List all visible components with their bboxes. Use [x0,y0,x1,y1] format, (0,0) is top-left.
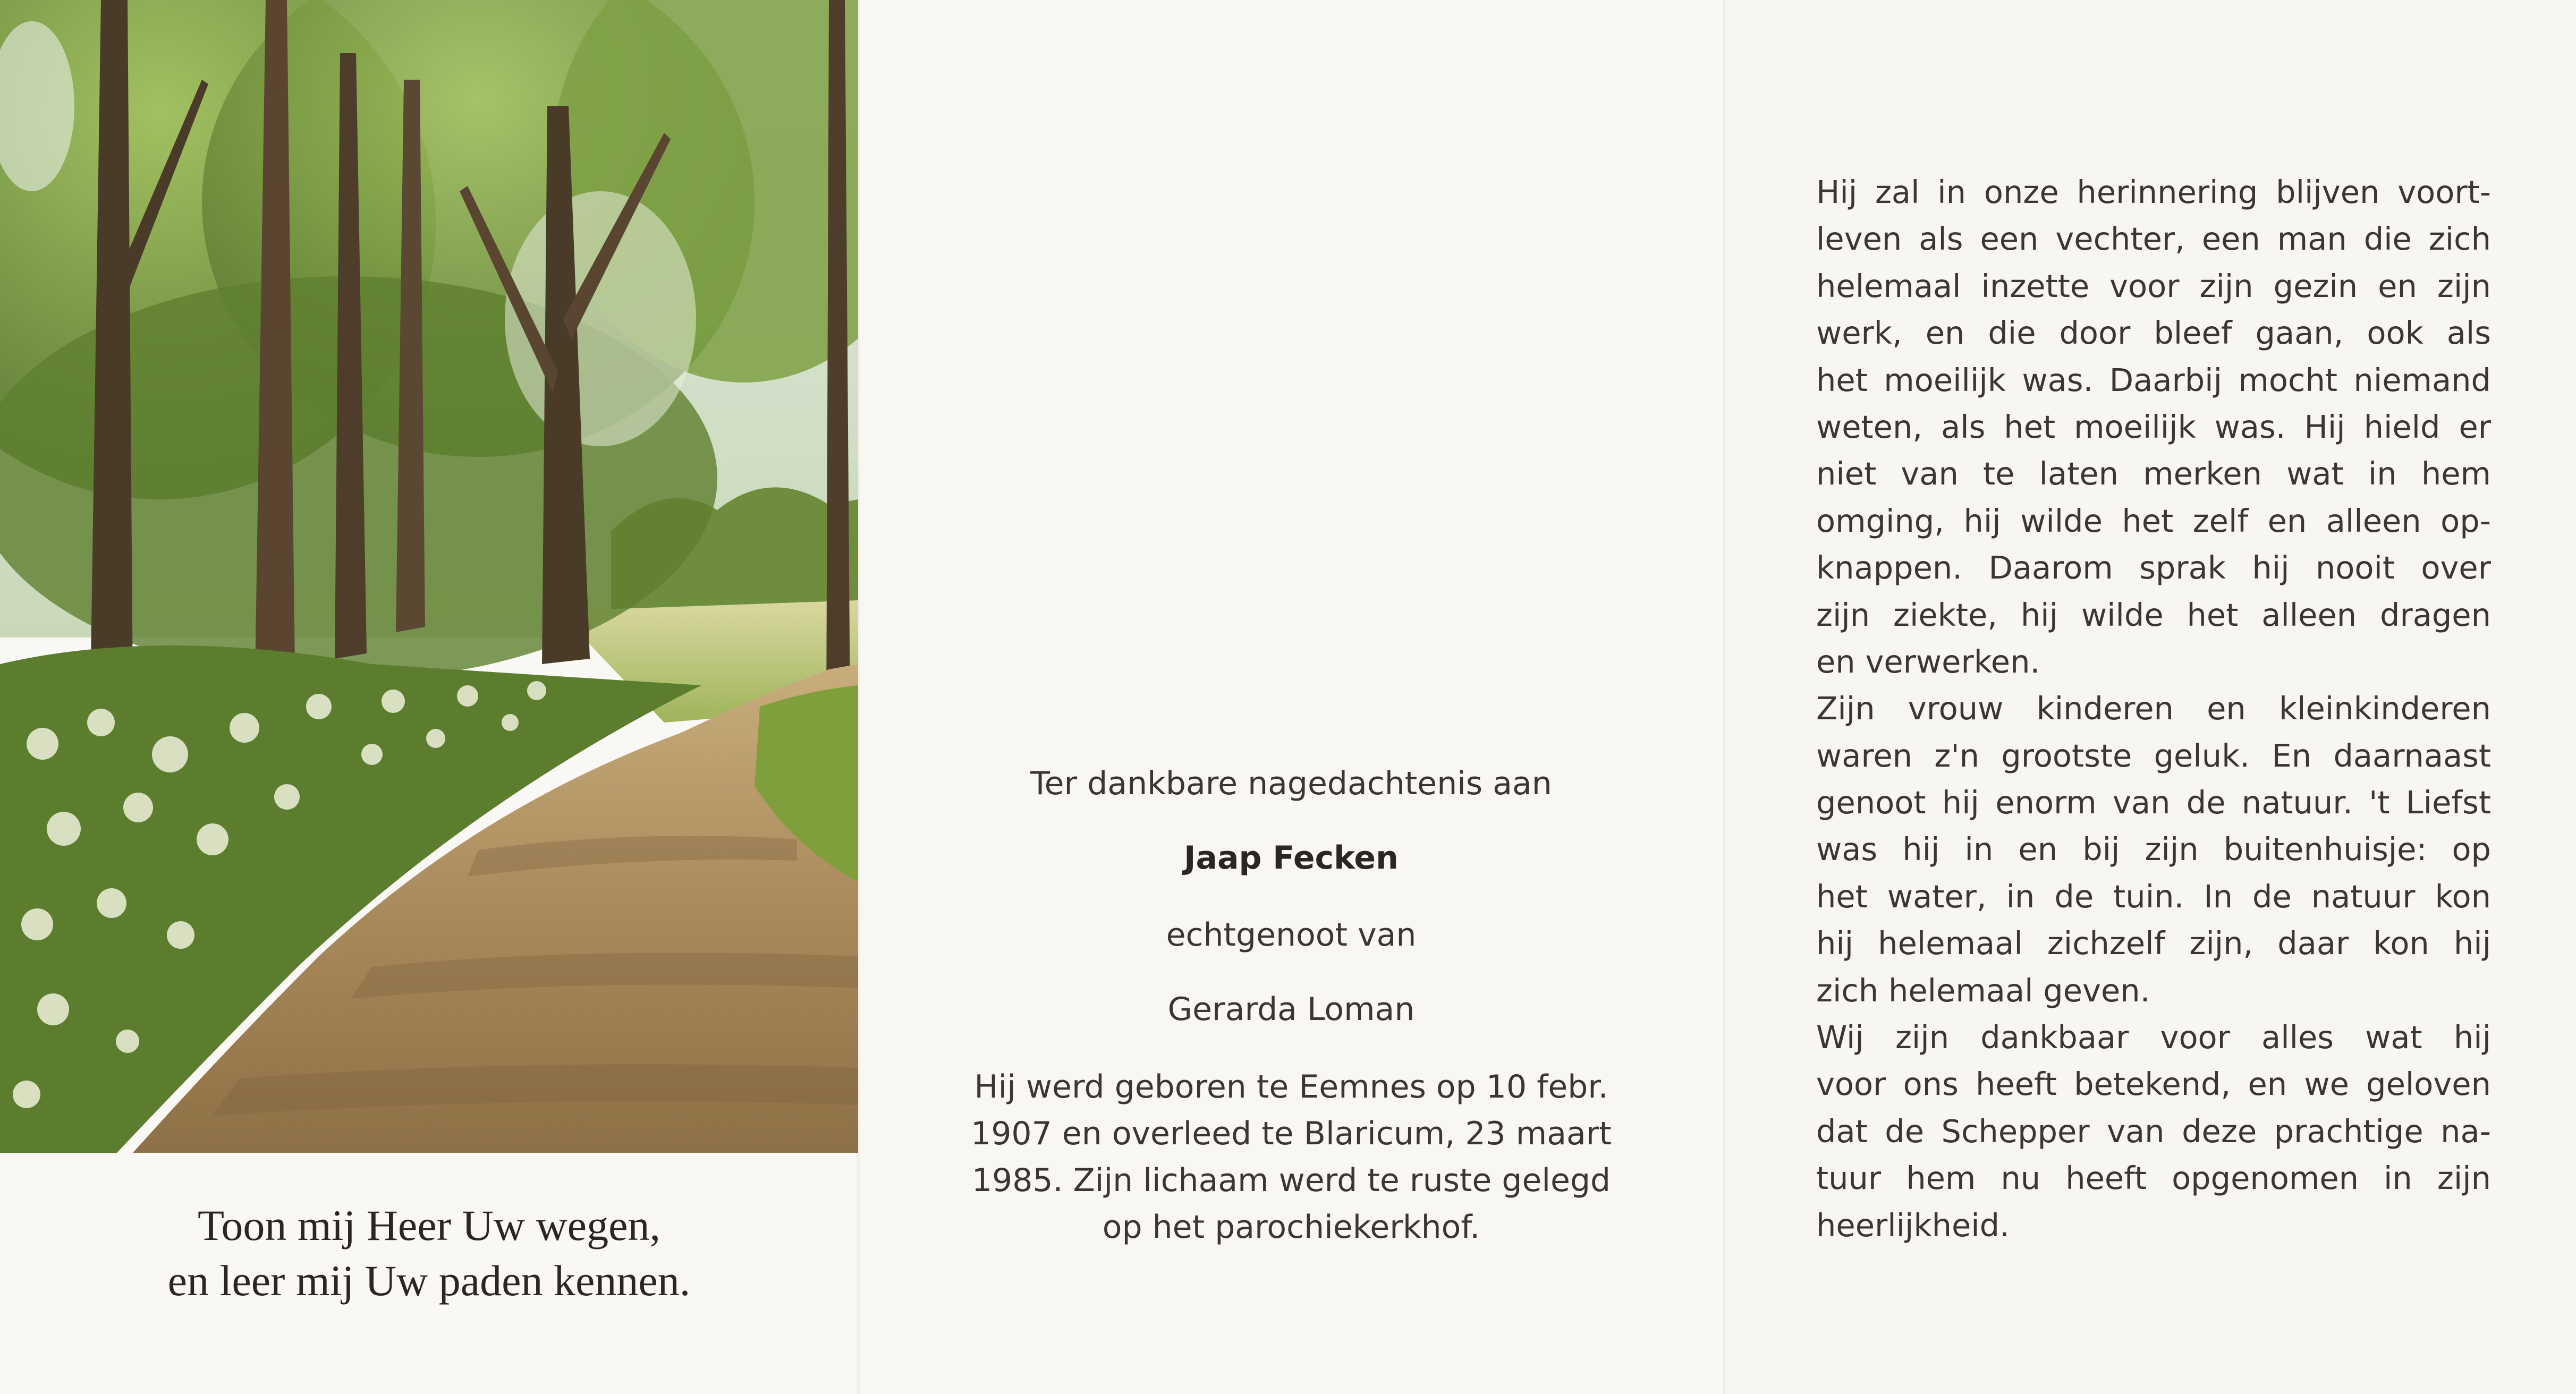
tribute-line: Zijn vrouw kinderen en kleinkinderen [1816,690,2491,727]
tribute-line: omging, hij wilde het zelf en alleen op- [1816,502,2491,539]
tribute-text [1816,169,2491,1249]
tribute-line: genoot hij enorm van de natuur. 't Liefst [1816,784,2491,821]
spouse-name: Gerarda Loman [1167,991,1415,1028]
tribute-line: was hij in en bij zijn buitenhuisje: op [1816,831,2491,868]
tribute-line: werk, en die door bleef gaan, ook als [1816,314,2491,352]
tribute-line: Wij zijn dankbaar voor alles wat hij [1816,1019,2491,1056]
life-dates-paragraph [858,1064,1724,1251]
tribute-line: het water, in de tuin. In de natuur kon [1816,878,2491,915]
life-dates-line: 1985. Zijn lichaam werd te ruste gelegd [971,1162,1611,1199]
tribute-line: niet van te laten merken wat in hem [1816,455,2491,492]
life-dates-line: 1907 en overleed te Blaricum, 23 maart [971,1115,1612,1152]
tribute-line: heerlijkheid. [1816,1206,2010,1244]
tribute-line: zijn ziekte, hij wilde het alleen dragen [1816,596,2491,633]
tribute-line: helemaal inzette voor zijn gezin en zijn [1816,267,2491,304]
tribute-line: het moeilijk was. Daarbij mocht niemand [1816,361,2491,398]
tribute-line: en verwerken. [1816,643,2040,680]
path-in-woods-image [0,0,858,1153]
deceased-name: Jaap Fecken [1184,839,1399,877]
tribute-line: tuur hem nu heeft opgenomen in zijn [1816,1160,2491,1197]
tribute-line: knappen. Daarom sprak hij nooit over [1816,549,2491,586]
verse-line-1: Toon mij Heer Uw wegen, [198,1201,660,1250]
tribute-line: voor ons heeft betekend, en we geloven [1816,1066,2491,1103]
life-dates-line: op het parochiekerkhof. [1102,1209,1480,1246]
tribute-line: weten, als het moeilijk was. Hij hield er [1816,408,2491,445]
verse-line-2: en leer mij Uw paden kennen. [167,1256,691,1305]
dedication-text: Ter dankbare nagedachtenis aan [1030,765,1552,802]
relation-text: echtgenoot van [1166,916,1417,954]
bible-verse [0,1198,858,1308]
tribute-line: waren z'n grootste geluk. En daarnaast [1816,737,2491,774]
tribute-line: Hij zal in onze herinnering blijven voort- [1816,174,2491,210]
tribute-line: leven als een vechter, een man die zich [1816,220,2491,258]
landscape-photo [0,0,858,1153]
tribute-line: zich helemaal geven. [1816,972,2150,1009]
tribute-line: hij helemaal zichzelf zijn, daar kon hij [1816,925,2491,962]
life-dates-line: Hij werd geboren te Eemnes op 10 febr. [974,1068,1608,1106]
tribute-line: dat de Schepper van deze prachtige na- [1816,1112,2491,1150]
